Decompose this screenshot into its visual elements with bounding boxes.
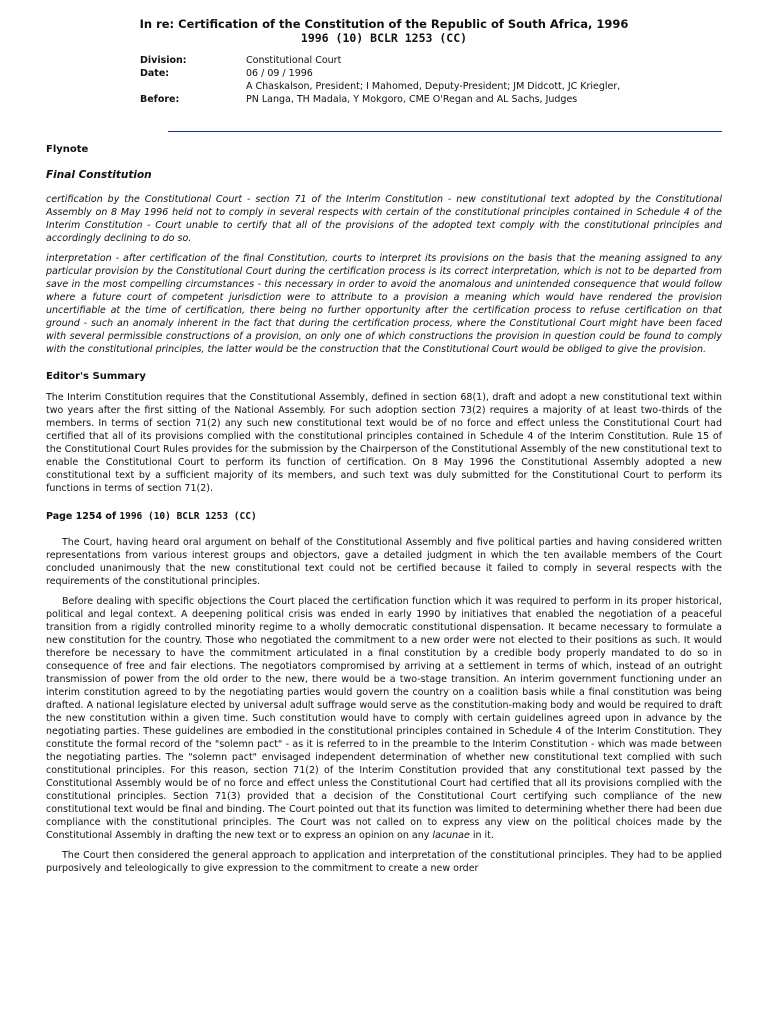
division-row [140, 54, 626, 67]
flynote-paragraph-1: certification by the Constitutional Court - section 71 of the Interim Constitution - new constitutional text adopted by the Constitutional Assembly on 8 May 1996 held not to comply in several respects with certain of the constitutional principles contained in Schedule 4 of the Interim Constitution - Court unable to certify that all of the provisions of the adopted text comply with the constitutional principles and accordingly declining to do so. [46, 194, 722, 244]
division-label: Division: [140, 55, 187, 66]
divider [168, 131, 722, 132]
case-citation: 1996 (10) BCLR 1253 (CC) [300, 31, 468, 45]
flynote-heading: Flynote [46, 144, 89, 155]
body-paragraph-2-end: in it. [472, 830, 494, 841]
body-paragraph-2 [46, 595, 722, 842]
page-reference-prefix: Page 1254 of [46, 511, 117, 522]
division-value: Constitutional Court [246, 55, 342, 66]
document-content [46, 143, 722, 875]
date-label: Date: [140, 68, 170, 79]
summary-heading: Editor's Summary [46, 371, 146, 382]
body-paragraph-3: The Court then considered the general approach to application and interpretation of the constitutional principles. They had to be applied purposively and teleologically to give expression to the commitment to create a new order [46, 850, 722, 874]
page-reference [46, 510, 722, 523]
flynote-paragraph-2: interpretation - after certification of the final Constitution, courts to interpret its provisions on the basis that the meaning assigned to any particular provision by the Constitutional Court during the certification process is its correct interpretation, which is not to be departed from save in the most compelling circumstances - this necessary in order to avoid the anomalous and unintended consequence that would follow where a future court of competent jurisdiction were to attribute to a provision a meaning which would have rendered the provision uncertifiable at the time of certification, there being no further opportunity after the certification process to refuse certification on that ground - such an anomaly inherent in the fact that during the certification process, where the Constitutional Court might have been faced with several permissible constructions of a provision, on only one of which constructions the provision in question could be found to comply with the constitutional principles, the latter would be the construction that the Constitutional Court would be obliged to give the provision. [46, 253, 722, 355]
body-paragraph-2-italic: lacunae [432, 830, 470, 841]
case-meta [140, 54, 626, 106]
page-reference-citation: 1996 (10) BCLR 1253 (CC) [119, 511, 257, 522]
date-row [140, 67, 626, 80]
before-label: Before: [140, 94, 180, 105]
body-paragraph-2-main: Before dealing with specific objections the Court placed the certification function which it was required to perform in its proper historical, political and legal context. A deepening political crisis was ended in early 1990 by initiatives that enabled the negotiation of a peaceful transition from a rigidly controlled minority regime to a wholly democratic constitutional dispensation. It became necessary to formulate a new constitution for the country. Those who negotiated the commitment to a new order were not elected to their positions as such. It would therefore be necessary to have the commitment articulated in a final constitution by a credible body properly mandated to do so in consequence of free and fair elections. The negotiators compromised by arriving at a settlement in terms of which, instead of an outright transmission of power from the old order to the new, there would be a two-stage transition. An interim government functioning under an interim constitution agreed to by the negotiating parties would govern the country on a coalition basis while a final constitution was being drafted. A national legislature elected by universal adult suffrage would serve as the constitution-making body and would be required to draft the new constitution within a given time. Such constitution would have to comply with certain guidelines agreed upon in advance by the negotiating parties. These guidelines are embodied in the constitutional principles contained in Schedule 4 of the Interim Constitution. They constitute the formal record of the "solemn pact" - as it is referred to in the preamble to the Interim Constitution - which was made between the negotiating parties. The "solemn pact" envisaged independent determination of whether new constitutional text complied with such constitutional principles. For this reason, section 71(2) of the Interim Constitution provided that any constitutional text passed by the Constitutional Assembly would be of no force and effect unless the Constitutional Court had certified that all its provisions complied with the constitutional principles. Section 71(3) provided that a decision of the Constitutional Court certifying such compliance of the new constitutional text would be final and binding. The Court pointed out that its function was limited to determining whether there had been due compliance with the constitutional principles. The Court was not called on to express any view on the political choices made by the Constitutional Assembly in drafting the new text or to express an opinion on any [46, 596, 722, 841]
summary-paragraph: The Interim Constitution requires that the Constitutional Assembly, defined in section 68(1), draft and adopt a new constitutional text within two years after the first sitting of the National Assembly. For such adoption section 73(2) requires a majority of at least two-thirds of the members. In terms of section 71(2) any such new constitutional text would be of no force and effect unless the Constitutional Court had certified that all of its provisions complied with the constitutional principles contained in Schedule 4 of the Interim Constitution. Rule 15 of the Constitutional Court Rules provides for the submission by the Chairperson of the Constitutional Assembly of the new constitutional text to enable the Constitutional Court to perform its function of certification. On 8 May 1996 the Constitutional Assembly adopted a new constitutional text by a sufficient majority of its members, and such text was duly submitted for the Constitutional Court to perform its functions in terms of section 71(2). [46, 392, 722, 494]
case-title [0, 17, 768, 45]
flynote-subheading: Final Constitution [46, 169, 152, 181]
case-title-line1: In re: Certification of the Constitution of the Republic of South Africa, 1996 [139, 17, 629, 31]
date-value: 06 / 09 / 1996 [246, 68, 313, 79]
body-paragraph-1: The Court, having heard oral argument on behalf of the Constitutional Assembly and five political parties and having considered written representations from various interest groups and objectors, gave a detailed judgment in which the ten available members of the Court concluded unanimously that the new constitutional text could not be certified because it failed to comply in several respects with the requirements of the constitutional principles. [46, 537, 722, 587]
before-row [140, 80, 626, 106]
before-value: A Chaskalson, President; I Mahomed, Deputy-President; JM Didcott, JC Kriegler, PN Langa, TH Madala, Y Mokgoro, CME O'Regan and AL Sachs, Judges [246, 81, 621, 105]
